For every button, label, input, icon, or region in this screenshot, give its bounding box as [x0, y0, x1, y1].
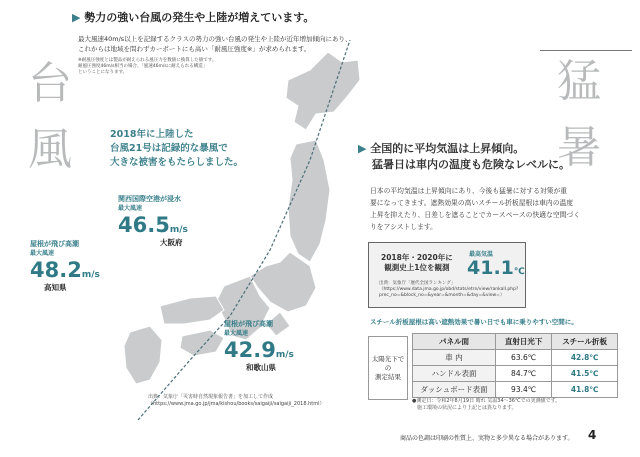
table-row — [413, 366, 618, 382]
record-source: 出典：気象庁「歴代全国ランキング」 （https://www.data.jma.go.jp/obd/stats/etrn/view/rankall.php? prec_no=&block_no=&year=&month=&day=&view=） — [379, 281, 519, 298]
record-max-label: 最高気温 — [469, 251, 494, 258]
triangle-bullet-icon: ▶ — [72, 11, 85, 24]
measure-wakayama: 屋根が飛び高潮 最大風速 42.9m/s 和歌山県 — [224, 320, 294, 372]
table-cell: 42.8℃ — [552, 350, 618, 366]
table-header-row — [413, 334, 618, 350]
footer-note: 商品の色調は印刷の性質上、実物と多少異なる場合があります。 — [400, 435, 574, 442]
typhoon-notes: ※耐風圧強度とは製品が耐えられる風圧力を数値に換算した値です。 耐風圧強度46m/s相当の場合、「風速46m/sに耐えられる構造」 ということになります。 — [78, 58, 217, 75]
typhoon-kanji-2: 風 — [28, 124, 72, 175]
record-value: 41.1℃ — [467, 257, 525, 279]
table-footnotes: ●測定日：令和2年8月19日 晴れ 気温34〜36℃での実測値です。 施工環境の状況により上記とは異なります。 — [412, 398, 561, 411]
heat-kanji-1: 猛 — [557, 56, 601, 107]
table-header: 直射日光下 — [496, 334, 552, 350]
measurement-side-label: 太陽光下での 測定結果 — [368, 336, 408, 400]
measure-osaka: 関西国際空港が浸水 最大風速 46.5m/s 大阪府 — [118, 195, 188, 247]
table-heading: スチール折板屋根は高い遮熱効果で暑い日でも車に乗りやすい空間に。 — [370, 318, 578, 326]
table-header: スチール折板 — [552, 334, 618, 350]
table-cell: 41.5℃ — [552, 366, 618, 382]
heat-divider-line — [540, 50, 632, 51]
temperature-table — [412, 333, 618, 398]
typhoon-kanji-1: 台 — [28, 58, 72, 109]
triangle-bullet-icon: ▶ — [358, 142, 371, 155]
measure-kochi: 屋根が飛び高潮 最大風速 48.2m/s 高知県 — [30, 240, 100, 292]
table-cell: ダッシュボード表面 — [413, 382, 496, 398]
typhoon-body: 最大風速40m/s以上を記録するクラスの勢力の強い台風の発生や上陸が近年増加傾向にあり、 これからは地域を問わずカーポートにも高い「耐風圧強度※」が求められます。 — [78, 35, 352, 53]
record-label: 2018年・2020年に 観測史上1位を観測 — [381, 253, 453, 272]
table-cell: 63.6℃ — [496, 350, 552, 366]
table-cell: 84.7℃ — [496, 366, 552, 382]
record-temperature-box — [368, 242, 526, 308]
page-number: 4 — [588, 428, 597, 442]
table-cell: 93.4℃ — [496, 382, 552, 398]
table-header: パネル面 — [413, 334, 496, 350]
heat-body: 日本の平均気温は上昇傾向にあり、今後も猛暑に対する対策が重 要になってきます。遮熱効果の高いスチール折板屋根は車内の温度 上昇を抑えたり、日差しを遮ることでカースペースの快適な空間づく りをアシストします。 — [370, 187, 581, 231]
typhoon-2018-callout: 2018年に上陸した 台風21号は記録的な暴風で 大きな被害をもたらしました。 — [110, 129, 244, 168]
table-row — [413, 382, 618, 398]
heat-heading: ▶ 全国的に平均気温は上昇傾向。 猛暑日は車内の温度も危険なレベルに。 — [358, 142, 570, 171]
table-cell: ハンドル表面 — [413, 366, 496, 382]
typhoon-heading: ▶ 勢力の強い台風の発生や上陸が増えています。 — [72, 11, 315, 24]
table-cell: 41.8℃ — [552, 382, 618, 398]
table-cell: 車 内 — [413, 350, 496, 366]
table-row — [413, 350, 618, 366]
heat-kanji-2: 暑 — [557, 122, 601, 173]
typhoon-source: 出典：気象庁「災害時自然現象報告書」を加工して作成 （https://www.jma.go.jp/jma/kishou/books/saigaiji/saigaiji_2018.html） — [148, 394, 325, 407]
